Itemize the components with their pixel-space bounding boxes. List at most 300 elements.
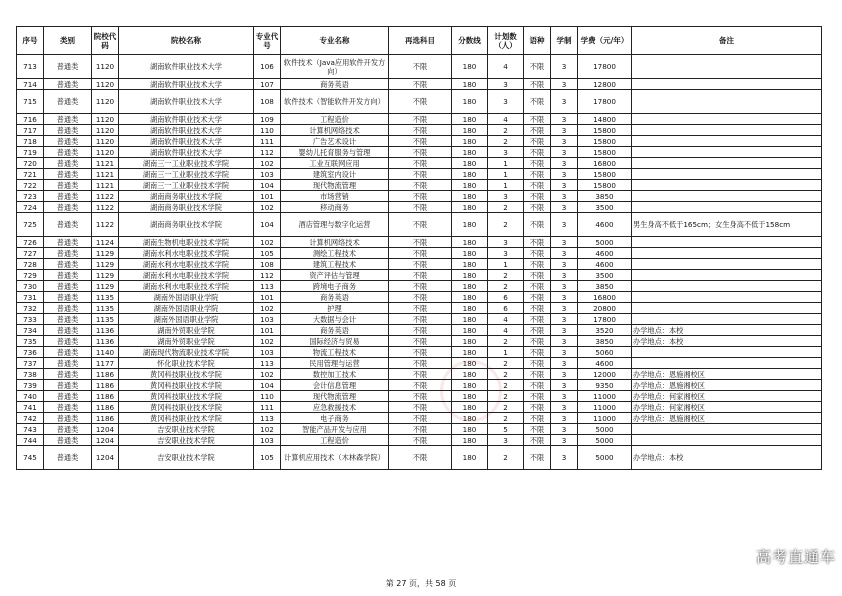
- table-row: [17, 114, 822, 125]
- cell-major-code: 108: [254, 90, 281, 114]
- cell-duration: 3: [551, 369, 578, 380]
- cell-plan-count: 4: [488, 314, 524, 325]
- cell-school-name: 黄冈科技职业技术学院: [119, 391, 254, 402]
- cell-school-name: 湖南外贸职业学院: [119, 336, 254, 347]
- cell-subject: 不限: [389, 114, 452, 125]
- cell-tuition: 11000: [578, 391, 632, 402]
- cell-school-name: 湖南软件职业技术大学: [119, 90, 254, 114]
- cell-remark: [632, 202, 822, 213]
- cell-seq: 737: [17, 358, 44, 369]
- cell-tuition: 17800: [578, 314, 632, 325]
- cell-major-name: 商务英语: [281, 79, 389, 90]
- cell-tuition: 4600: [578, 259, 632, 270]
- cell-seq: 719: [17, 147, 44, 158]
- cell-plan-count: 6: [488, 303, 524, 314]
- cell-category: 普通类: [44, 90, 92, 114]
- header-seq: 序号: [17, 27, 44, 55]
- cell-language: 不限: [524, 369, 551, 380]
- cell-major-code: 105: [254, 446, 281, 470]
- cell-duration: 3: [551, 55, 578, 79]
- cell-major-name: 工程造价: [281, 114, 389, 125]
- cell-major-name: 软件技术（智能软件开发方向）: [281, 90, 389, 114]
- cell-duration: 3: [551, 79, 578, 90]
- cell-language: 不限: [524, 336, 551, 347]
- cell-language: 不限: [524, 303, 551, 314]
- cell-category: 普通类: [44, 125, 92, 136]
- cell-major-code: 112: [254, 147, 281, 158]
- cell-school-code: 1122: [92, 213, 119, 237]
- cell-school-name: 黄冈科技职业技术学院: [119, 380, 254, 391]
- cell-category: 普通类: [44, 402, 92, 413]
- cell-major-code: 102: [254, 158, 281, 169]
- cell-plan-count: 3: [488, 191, 524, 202]
- cell-remark: [632, 125, 822, 136]
- cell-major-code: 103: [254, 435, 281, 446]
- cell-subject: 不限: [389, 270, 452, 281]
- cell-tuition: 17800: [578, 90, 632, 114]
- cell-seq: 723: [17, 191, 44, 202]
- cell-major-name: 现代物流管理: [281, 180, 389, 191]
- cell-seq: 716: [17, 114, 44, 125]
- admission-plan-table: [16, 26, 822, 470]
- cell-remark: [632, 191, 822, 202]
- cell-tuition: 5000: [578, 237, 632, 248]
- cell-language: 不限: [524, 347, 551, 358]
- cell-category: 普通类: [44, 270, 92, 281]
- cell-major-code: 102: [254, 336, 281, 347]
- cell-subject: 不限: [389, 347, 452, 358]
- cell-seq: 726: [17, 237, 44, 248]
- cell-score-line: 180: [452, 248, 488, 259]
- cell-score-line: 180: [452, 270, 488, 281]
- cell-major-name: 大数据与会计: [281, 314, 389, 325]
- cell-remark: [632, 114, 822, 125]
- cell-score-line: 180: [452, 369, 488, 380]
- brand-watermark: 高考直通车: [755, 548, 836, 566]
- cell-major-name: 应急救援技术: [281, 402, 389, 413]
- cell-plan-count: 2: [488, 202, 524, 213]
- cell-plan-count: 5: [488, 424, 524, 435]
- cell-tuition: 12800: [578, 79, 632, 90]
- cell-plan-count: 3: [488, 90, 524, 114]
- cell-school-name: 湖南外国语职业学院: [119, 303, 254, 314]
- cell-category: 普通类: [44, 336, 92, 347]
- cell-plan-count: 2: [488, 402, 524, 413]
- cell-remark: [632, 347, 822, 358]
- cell-tuition: 14800: [578, 114, 632, 125]
- cell-subject: 不限: [389, 180, 452, 191]
- header-score-line: 分数线: [452, 27, 488, 55]
- cell-language: 不限: [524, 79, 551, 90]
- cell-subject: 不限: [389, 435, 452, 446]
- cell-major-name: 工程造价: [281, 435, 389, 446]
- header-tuition: 学费（元/年）: [578, 27, 632, 55]
- table-row: [17, 90, 822, 114]
- cell-category: 普通类: [44, 391, 92, 402]
- cell-score-line: 180: [452, 281, 488, 292]
- cell-language: 不限: [524, 380, 551, 391]
- cell-school-name: 湖南外贸职业学院: [119, 325, 254, 336]
- cell-school-name: 湖南软件职业技术大学: [119, 114, 254, 125]
- table-row: [17, 292, 822, 303]
- cell-language: 不限: [524, 237, 551, 248]
- cell-subject: 不限: [389, 325, 452, 336]
- cell-school-name: 湖南软件职业技术大学: [119, 79, 254, 90]
- cell-language: 不限: [524, 114, 551, 125]
- cell-plan-count: 1: [488, 347, 524, 358]
- cell-score-line: 180: [452, 237, 488, 248]
- cell-seq: 721: [17, 169, 44, 180]
- cell-language: 不限: [524, 314, 551, 325]
- cell-tuition: 12000: [578, 369, 632, 380]
- cell-duration: 3: [551, 270, 578, 281]
- cell-language: 不限: [524, 424, 551, 435]
- cell-category: 普通类: [44, 424, 92, 435]
- cell-duration: 3: [551, 136, 578, 147]
- cell-seq: 731: [17, 292, 44, 303]
- cell-school-name: 湖南现代物流职业技术学院: [119, 347, 254, 358]
- cell-major-name: 婴幼儿托育服务与管理: [281, 147, 389, 158]
- table-row: [17, 55, 822, 79]
- cell-subject: 不限: [389, 380, 452, 391]
- cell-category: 普通类: [44, 180, 92, 191]
- cell-score-line: 180: [452, 213, 488, 237]
- cell-language: 不限: [524, 259, 551, 270]
- cell-category: 普通类: [44, 248, 92, 259]
- cell-duration: 3: [551, 248, 578, 259]
- cell-subject: 不限: [389, 358, 452, 369]
- cell-remark: 办学地点：本校: [632, 446, 822, 470]
- table-row: [17, 270, 822, 281]
- cell-score-line: 180: [452, 292, 488, 303]
- cell-language: 不限: [524, 325, 551, 336]
- cell-remark: [632, 358, 822, 369]
- cell-tuition: 4600: [578, 213, 632, 237]
- cell-major-name: 测绘工程技术: [281, 248, 389, 259]
- cell-school-name: 怀化职业技术学院: [119, 358, 254, 369]
- cell-remark: [632, 248, 822, 259]
- cell-remark: [632, 292, 822, 303]
- cell-tuition: 11000: [578, 413, 632, 424]
- cell-category: 普通类: [44, 169, 92, 180]
- cell-score-line: 180: [452, 55, 488, 79]
- cell-seq: 738: [17, 369, 44, 380]
- cell-plan-count: 1: [488, 180, 524, 191]
- cell-score-line: 180: [452, 303, 488, 314]
- cell-category: 普通类: [44, 369, 92, 380]
- cell-plan-count: 3: [488, 248, 524, 259]
- cell-subject: 不限: [389, 446, 452, 470]
- table-row: [17, 125, 822, 136]
- cell-school-name: 黄冈科技职业技术学院: [119, 402, 254, 413]
- cell-plan-count: 4: [488, 55, 524, 79]
- cell-remark: 办学地点：何家湘校区: [632, 402, 822, 413]
- cell-school-code: 1121: [92, 158, 119, 169]
- cell-seq: 739: [17, 380, 44, 391]
- cell-seq: 727: [17, 248, 44, 259]
- cell-tuition: 3500: [578, 202, 632, 213]
- cell-remark: [632, 158, 822, 169]
- cell-duration: 3: [551, 292, 578, 303]
- cell-school-code: 1122: [92, 202, 119, 213]
- cell-school-name: 湖南软件职业技术大学: [119, 136, 254, 147]
- cell-remark: 办学地点：本校: [632, 336, 822, 347]
- header-subject: 再选科目: [389, 27, 452, 55]
- cell-duration: 3: [551, 191, 578, 202]
- cell-duration: 3: [551, 147, 578, 158]
- cell-category: 普通类: [44, 147, 92, 158]
- cell-duration: 3: [551, 402, 578, 413]
- cell-language: 不限: [524, 292, 551, 303]
- cell-score-line: 180: [452, 446, 488, 470]
- cell-major-name: 会计信息管理: [281, 380, 389, 391]
- cell-duration: 3: [551, 314, 578, 325]
- cell-plan-count: 2: [488, 281, 524, 292]
- cell-remark: 办学地点：恩施湘校区: [632, 380, 822, 391]
- cell-tuition: 15800: [578, 136, 632, 147]
- cell-major-code: 101: [254, 191, 281, 202]
- cell-seq: 740: [17, 391, 44, 402]
- cell-subject: 不限: [389, 314, 452, 325]
- cell-seq: 722: [17, 180, 44, 191]
- cell-remark: [632, 169, 822, 180]
- cell-school-name: 湖南三一工业职业技术学院: [119, 180, 254, 191]
- cell-school-name: 吉安职业技术学院: [119, 435, 254, 446]
- cell-subject: 不限: [389, 147, 452, 158]
- cell-plan-count: 3: [488, 147, 524, 158]
- cell-subject: 不限: [389, 402, 452, 413]
- cell-remark: [632, 136, 822, 147]
- cell-category: 普通类: [44, 259, 92, 270]
- cell-language: 不限: [524, 147, 551, 158]
- table-row: [17, 413, 822, 424]
- cell-plan-count: 6: [488, 292, 524, 303]
- cell-major-code: 106: [254, 55, 281, 79]
- cell-plan-count: 1: [488, 259, 524, 270]
- cell-subject: 不限: [389, 125, 452, 136]
- cell-seq: 730: [17, 281, 44, 292]
- cell-major-name: 现代物流管理: [281, 391, 389, 402]
- cell-tuition: 15800: [578, 147, 632, 158]
- cell-subject: 不限: [389, 237, 452, 248]
- cell-school-name: 吉安职业技术学院: [119, 424, 254, 435]
- cell-duration: 3: [551, 336, 578, 347]
- cell-score-line: 180: [452, 336, 488, 347]
- cell-school-code: 1120: [92, 79, 119, 90]
- cell-duration: 3: [551, 237, 578, 248]
- cell-subject: 不限: [389, 336, 452, 347]
- cell-language: 不限: [524, 402, 551, 413]
- cell-major-name: 数控加工技术: [281, 369, 389, 380]
- cell-major-code: 103: [254, 169, 281, 180]
- cell-duration: 3: [551, 202, 578, 213]
- cell-remark: [632, 147, 822, 158]
- cell-major-code: 107: [254, 79, 281, 90]
- cell-score-line: 180: [452, 180, 488, 191]
- cell-subject: 不限: [389, 281, 452, 292]
- header-school-code: 院校代码: [92, 27, 119, 55]
- cell-school-name: 吉安职业技术学院: [119, 446, 254, 470]
- cell-school-name: 湖南外国语职业学院: [119, 292, 254, 303]
- cell-major-code: 110: [254, 391, 281, 402]
- cell-remark: [632, 79, 822, 90]
- cell-tuition: 5000: [578, 435, 632, 446]
- cell-major-name: 建筑工程技术: [281, 259, 389, 270]
- cell-language: 不限: [524, 435, 551, 446]
- cell-remark: [632, 435, 822, 446]
- cell-language: 不限: [524, 136, 551, 147]
- cell-seq: 744: [17, 435, 44, 446]
- cell-remark: [632, 303, 822, 314]
- cell-tuition: 3850: [578, 281, 632, 292]
- cell-major-code: 111: [254, 402, 281, 413]
- cell-duration: 3: [551, 180, 578, 191]
- cell-tuition: 9350: [578, 380, 632, 391]
- cell-plan-count: 1: [488, 169, 524, 180]
- cell-school-code: 1186: [92, 369, 119, 380]
- cell-score-line: 180: [452, 413, 488, 424]
- cell-plan-count: 1: [488, 158, 524, 169]
- cell-seq: 742: [17, 413, 44, 424]
- table-row: [17, 213, 822, 237]
- cell-plan-count: 2: [488, 125, 524, 136]
- cell-major-code: 101: [254, 325, 281, 336]
- cell-major-name: 软件技术（Java应用软件开发方向）: [281, 55, 389, 79]
- cell-duration: 3: [551, 114, 578, 125]
- cell-major-name: 资产评估与管理: [281, 270, 389, 281]
- cell-plan-count: 2: [488, 270, 524, 281]
- cell-language: 不限: [524, 213, 551, 237]
- cell-major-name: 酒店管理与数字化运营: [281, 213, 389, 237]
- cell-plan-count: 2: [488, 369, 524, 380]
- cell-score-line: 180: [452, 314, 488, 325]
- cell-plan-count: 4: [488, 325, 524, 336]
- cell-plan-count: 2: [488, 213, 524, 237]
- cell-school-code: 1120: [92, 90, 119, 114]
- cell-school-name: 湖南软件职业技术大学: [119, 55, 254, 79]
- cell-category: 普通类: [44, 358, 92, 369]
- cell-subject: 不限: [389, 292, 452, 303]
- header-category: 类别: [44, 27, 92, 55]
- cell-seq: 715: [17, 90, 44, 114]
- cell-duration: 3: [551, 347, 578, 358]
- cell-remark: [632, 259, 822, 270]
- cell-duration: 3: [551, 213, 578, 237]
- cell-tuition: 3500: [578, 270, 632, 281]
- cell-remark: 办学地点：恩施湘校区: [632, 369, 822, 380]
- cell-score-line: 180: [452, 325, 488, 336]
- cell-score-line: 180: [452, 90, 488, 114]
- cell-school-name: 湖南水利水电职业技术学院: [119, 248, 254, 259]
- cell-plan-count: 2: [488, 446, 524, 470]
- table-header-row: [17, 27, 822, 55]
- header-school-name: 院校名称: [119, 27, 254, 55]
- cell-tuition: 3520: [578, 325, 632, 336]
- cell-school-code: 1120: [92, 136, 119, 147]
- cell-school-code: 1177: [92, 358, 119, 369]
- cell-seq: 728: [17, 259, 44, 270]
- cell-seq: 718: [17, 136, 44, 147]
- cell-subject: 不限: [389, 424, 452, 435]
- cell-school-code: 1204: [92, 424, 119, 435]
- cell-score-line: 180: [452, 259, 488, 270]
- cell-tuition: 4600: [578, 248, 632, 259]
- cell-school-code: 1121: [92, 169, 119, 180]
- cell-school-code: 1136: [92, 336, 119, 347]
- cell-school-name: 湖南商务职业技术学院: [119, 213, 254, 237]
- table-row: [17, 347, 822, 358]
- cell-major-code: 112: [254, 270, 281, 281]
- cell-duration: 3: [551, 90, 578, 114]
- cell-category: 普通类: [44, 202, 92, 213]
- cell-school-name: 湖南商务职业技术学院: [119, 202, 254, 213]
- cell-seq: 734: [17, 325, 44, 336]
- cell-language: 不限: [524, 169, 551, 180]
- header-language: 语种: [524, 27, 551, 55]
- cell-subject: 不限: [389, 158, 452, 169]
- cell-category: 普通类: [44, 114, 92, 125]
- cell-language: 不限: [524, 391, 551, 402]
- cell-major-code: 104: [254, 380, 281, 391]
- cell-plan-count: 2: [488, 136, 524, 147]
- table-row: [17, 79, 822, 90]
- cell-language: 不限: [524, 191, 551, 202]
- table-row: [17, 180, 822, 191]
- cell-subject: 不限: [389, 202, 452, 213]
- cell-major-code: 102: [254, 202, 281, 213]
- cell-subject: 不限: [389, 79, 452, 90]
- cell-subject: 不限: [389, 303, 452, 314]
- cell-major-name: 计算机应用技术（木林森学院）: [281, 446, 389, 470]
- cell-subject: 不限: [389, 169, 452, 180]
- cell-duration: 3: [551, 391, 578, 402]
- cell-language: 不限: [524, 248, 551, 259]
- cell-remark: [632, 180, 822, 191]
- cell-major-code: 113: [254, 281, 281, 292]
- cell-major-code: 102: [254, 303, 281, 314]
- cell-seq: 713: [17, 55, 44, 79]
- cell-subject: 不限: [389, 90, 452, 114]
- cell-category: 普通类: [44, 213, 92, 237]
- cell-subject: 不限: [389, 248, 452, 259]
- cell-category: 普通类: [44, 303, 92, 314]
- cell-tuition: 15800: [578, 169, 632, 180]
- cell-score-line: 180: [452, 347, 488, 358]
- cell-plan-count: 2: [488, 391, 524, 402]
- cell-major-code: 102: [254, 237, 281, 248]
- cell-school-code: 1135: [92, 292, 119, 303]
- cell-tuition: 3850: [578, 336, 632, 347]
- cell-seq: 714: [17, 79, 44, 90]
- cell-category: 普通类: [44, 281, 92, 292]
- cell-score-line: 180: [452, 402, 488, 413]
- cell-major-name: 国际经济与贸易: [281, 336, 389, 347]
- cell-tuition: 5000: [578, 446, 632, 470]
- cell-remark: [632, 237, 822, 248]
- cell-language: 不限: [524, 446, 551, 470]
- cell-major-name: 智能产品开发与应用: [281, 424, 389, 435]
- cell-major-name: 物流工程技术: [281, 347, 389, 358]
- cell-major-name: 广告艺术设计: [281, 136, 389, 147]
- cell-seq: 745: [17, 446, 44, 470]
- cell-remark: [632, 270, 822, 281]
- cell-plan-count: 2: [488, 358, 524, 369]
- cell-major-name: 商务英语: [281, 325, 389, 336]
- cell-major-name: 电子商务: [281, 413, 389, 424]
- table-row: [17, 169, 822, 180]
- cell-language: 不限: [524, 55, 551, 79]
- cell-tuition: 15800: [578, 125, 632, 136]
